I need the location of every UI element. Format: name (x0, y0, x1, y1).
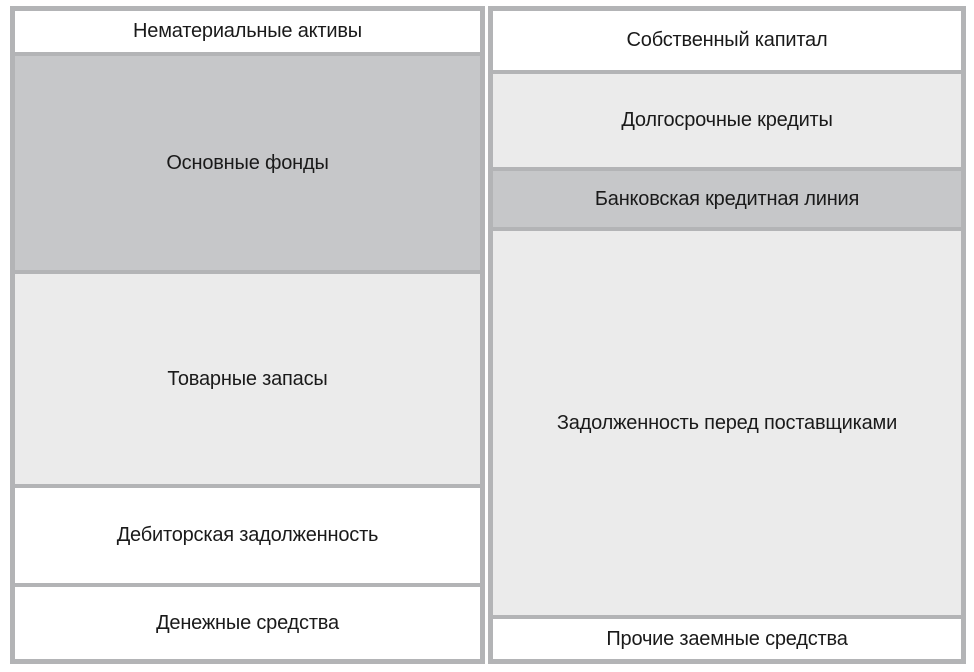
credit-line-block (493, 171, 961, 227)
equity-block (493, 11, 961, 70)
receivables-block (15, 488, 480, 583)
payables-label: Задолженность перед поставщиками (556, 411, 898, 434)
fixed-assets-block (15, 56, 480, 270)
fixed-assets-label: Основные фонды (166, 151, 329, 174)
cash-label: Денежные средства (156, 611, 339, 634)
credit-line-label: Банковская кредитная линия (594, 187, 860, 210)
liabilities-column (488, 6, 966, 664)
intangible-assets-block (15, 11, 480, 52)
long-term-loans-block (493, 74, 961, 167)
other-borrowed-label: Прочие заемные средства (606, 627, 848, 650)
long-term-loans-label: Долгосрочные кредиты (621, 109, 833, 131)
inventory-label: Товарные запасы (167, 367, 328, 390)
inventory-block (15, 274, 480, 484)
cash-block (15, 587, 480, 659)
payables-block (493, 231, 961, 615)
equity-label: Собственный капитал (626, 29, 828, 51)
assets-column (10, 6, 485, 664)
intangible-assets-label: Нематериальные активы (133, 20, 362, 42)
other-borrowed-block (493, 619, 961, 659)
receivables-label: Дебиторская задолженность (116, 524, 379, 546)
